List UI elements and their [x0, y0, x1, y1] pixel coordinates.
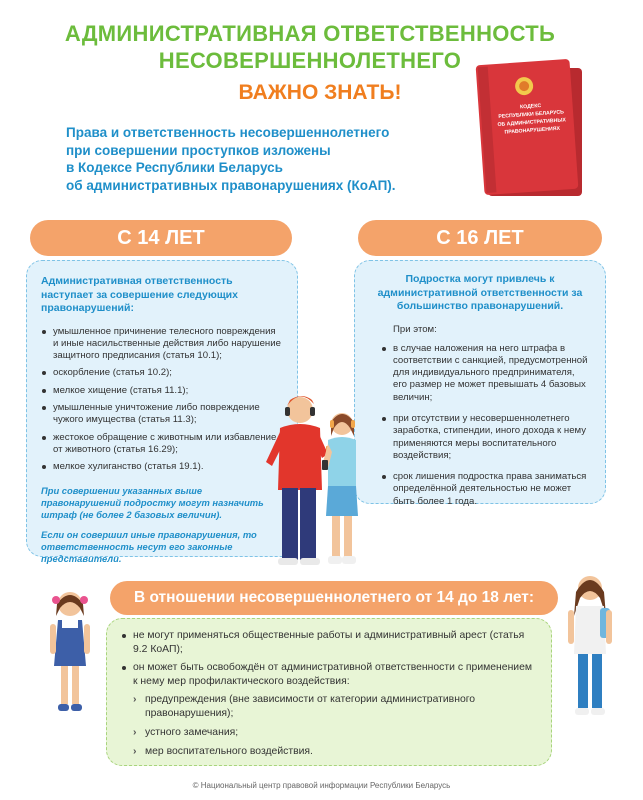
book-title-line: ПРАВОНАРУШЕНИЯХ — [504, 125, 561, 136]
book-title-line: ОБ АДМИНИСТРАТИВНЫХ — [497, 117, 567, 129]
sub-item — [121, 745, 537, 759]
list-item: не могут применяться общественные работы и административный арест (статья 9.2 КоАП); — [121, 629, 537, 657]
sub-item — [121, 726, 537, 740]
list-item: в случае наложения на него штрафа в соответствии с санкцией, предусмотренной для индивидуального предпринимателя, его размер не может превышать 4 базовых величин; — [381, 343, 591, 404]
age-14-panel — [26, 260, 298, 565]
age-14-tab: С 14 ЛЕТ — [30, 220, 292, 256]
title-line-2: НЕСОВЕРШЕННОЛЕТНЕГО — [158, 48, 462, 73]
girl-right-illustration — [560, 568, 620, 720]
list-item: мелкое хулиганство (статья 19.1). — [41, 461, 283, 473]
girl-left-illustration — [40, 586, 100, 716]
intro-text — [66, 124, 466, 194]
list-item: он может быть освобождён от административной ответственности с применением к нему мер профилактического воздействия: — [121, 661, 537, 689]
minor-panel — [106, 618, 552, 766]
teenagers-illustration — [262, 380, 372, 575]
age-16-tab: С 16 ЛЕТ — [358, 220, 602, 256]
age-14-list — [41, 326, 283, 474]
age-16-panel — [354, 260, 606, 507]
representatives-note: Если он совершил иные правонарушения, то ответственность несут его законные представители. — [41, 529, 257, 565]
age-14-heading: Административная ответственность наступает за совершение следующих правонарушений: — [41, 275, 238, 314]
intro-line: в Кодексе Республики Беларусь — [66, 160, 283, 175]
book-title-line: КОДЕКС — [519, 102, 542, 111]
list-item: умышленные уничтожение либо повреждение чужого имущества (статья 11.3); — [41, 402, 283, 427]
sub-item-text: устного замечания; — [145, 727, 239, 738]
age-16-subheading: При этом: — [393, 323, 437, 335]
list-item: оскорбление (статья 10.2); — [41, 367, 283, 379]
book-title-line: РЕСПУБЛИКИ БЕЛАРУСЬ — [498, 109, 565, 120]
sub-item-text: мер воспитательного воздействия. — [145, 746, 313, 757]
chevron-right-icon: › — [133, 694, 137, 705]
fine-note: При совершении указанных выше правонарушений подростку могут назначить штраф (не более 2 базовых величин). — [41, 485, 264, 521]
chevron-right-icon: › — [133, 746, 137, 757]
intro-line: при совершении проступков изложены — [66, 142, 331, 158]
title-line-1: АДМИНИСТРАТИВНАЯ ОТВЕТСТВЕННОСТЬ — [64, 21, 556, 46]
sub-item-text: предупреждения (вне зависимости от категории административного правонарушения); — [145, 694, 476, 719]
chevron-right-icon: › — [133, 727, 137, 738]
footer-copyright: © Национальный центр правовой информации Республики Беларусь — [192, 781, 451, 790]
list-item: умышленное причинение телесного повреждения и иные насильственные действия либо нарушение защитного предписания (статья 10.1); — [41, 326, 283, 363]
intro-line: об административных правонарушениях (КоАП). — [66, 177, 396, 193]
sub-item — [121, 693, 537, 721]
age-16-heading: Подростка могут привлечь к административной ответственности за большинство правонарушений. — [377, 273, 583, 312]
intro-line: Права и ответственность несовершеннолетнего — [66, 125, 390, 140]
list-item: жестокое обращение с животным или избавление от животного (статья 16.29); — [41, 432, 283, 457]
important-heading: ВАЖНО ЗНАТЬ! — [238, 81, 402, 104]
code-book-illustration — [474, 58, 586, 200]
list-item: мелкое хищение (статья 11.1); — [41, 385, 283, 397]
list-item: при отсутствии у несовершеннолетнего заработка, стипендии, иного дохода к нему применяются меры воспитательного воздействия; — [381, 413, 591, 462]
minor-banner: В отношении несовершеннолетнего от 14 до 18 лет: — [110, 581, 558, 615]
list-item: срок лишения подростка права заниматься определённой деятельностью не может быть более 1 года. — [381, 471, 591, 508]
age-16-list — [369, 343, 591, 509]
